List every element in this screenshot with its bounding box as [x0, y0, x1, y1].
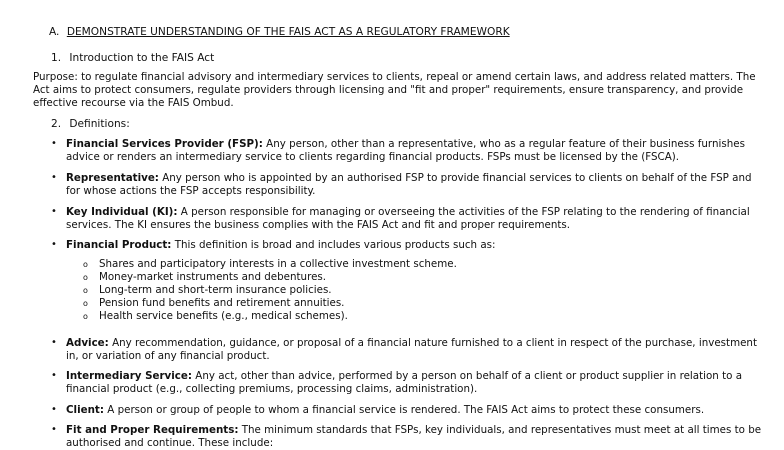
bullet-icon: •	[51, 370, 57, 381]
section-label: A.	[49, 26, 60, 38]
intro-heading	[51, 52, 214, 65]
definition-text: services. The KI ensures the business complies with the FAIS Act and fit and proper requirements.	[66, 219, 571, 231]
bullet-icon: •	[51, 239, 57, 250]
purpose-paragraph	[33, 71, 761, 110]
definitions-title: Definitions:	[69, 118, 130, 130]
bullet-icon: •	[51, 404, 57, 415]
list-item-text: Money-market instruments and debentures.	[99, 271, 327, 283]
section-heading	[49, 26, 510, 39]
circle-bullet-icon: o	[83, 273, 88, 282]
circle-bullet-icon: o	[83, 312, 88, 321]
bullet-icon: •	[51, 337, 57, 348]
definition-text: in, or variation of any financial product.	[66, 350, 270, 362]
definitions-number: 2.	[51, 118, 62, 130]
definition-text: This definition is broad and includes various products such as:	[171, 239, 496, 251]
purpose-line: Purpose: to regulate financial advisory and intermediary services to clients, repeal or amend certain laws, and address related matters. The	[33, 71, 756, 83]
definition-term: Fit and Proper Requirements:	[66, 424, 239, 436]
circle-bullet-icon: o	[83, 260, 88, 269]
definition-text: Any act, other than advice, performed by a person on behalf of a client or product supplier in relation to a	[192, 370, 743, 382]
definition-text: Any person who is appointed by an authorised FSP to provide financial services to clients on behalf of the FSP and	[158, 172, 752, 184]
definition-text: A person or group of people to whom a financial service is rendered. The FAIS Act aims to protect these consumers.	[103, 404, 705, 416]
list-item	[83, 258, 457, 271]
list-item-text: Long-term and short-term insurance policies.	[99, 284, 332, 296]
list-item	[83, 310, 348, 323]
definition-text: authorised and continue. These include:	[66, 437, 274, 449]
section-title: DEMONSTRATE UNDERSTANDING OF THE FAIS ACT AS A REGULATORY FRAMEWORK	[66, 26, 510, 38]
definitions-heading	[51, 118, 130, 131]
list-item	[83, 271, 326, 284]
bullet-icon: •	[51, 424, 57, 435]
purpose-line: Act aims to protect consumers, regulate providers through licensing and "fit and proper" requirements, ensure transparency, and provide	[33, 84, 744, 96]
bullet-icon: •	[51, 206, 57, 217]
list-item-text: Shares and participatory interests in a collective investment scheme.	[99, 258, 457, 270]
definition-text: The minimum standards that FSPs, key individuals, and representatives must meet at all times to be	[238, 424, 762, 436]
definition-term: Client:	[66, 404, 104, 416]
bullet-icon: •	[51, 172, 57, 183]
definition-term: Intermediary Service:	[66, 370, 193, 382]
purpose-line: effective recourse via the FAIS Ombud.	[33, 97, 234, 109]
bullet-icon: •	[51, 138, 57, 149]
definition-term: Representative:	[66, 172, 159, 184]
definition-term: Key Individual (KI):	[66, 206, 178, 218]
definition-text: Any person, other than a representative, who as a regular feature of their business furnishes	[262, 138, 745, 150]
definition-text: A person responsible for managing or overseeing the activities of the FSP relating to the rendering of financial	[177, 206, 750, 218]
definition-term: Financial Services Provider (FSP):	[66, 138, 263, 150]
list-item-text: Pension fund benefits and retirement annuities.	[99, 297, 345, 309]
definition-term: Financial Product:	[66, 239, 172, 251]
list-item	[83, 297, 344, 310]
definition-text: Any recommendation, guidance, or proposal of a financial nature furnished to a client in respect of the purchase, investment	[108, 337, 757, 349]
intro-title: Introduction to the FAIS Act	[69, 52, 215, 64]
intro-number: 1.	[51, 52, 62, 64]
circle-bullet-icon: o	[83, 286, 88, 295]
list-item-text: Health service benefits (e.g., medical schemes).	[99, 310, 348, 322]
definition-text: for whose actions the FSP accepts responsibility.	[66, 185, 316, 197]
definition-text: advice or renders an intermediary service to clients regarding financial products. FSPs must be licensed by the (FSCA).	[66, 151, 680, 163]
list-item	[83, 284, 332, 297]
definition-text: financial product (e.g., collecting premiums, processing claims, administration).	[66, 383, 478, 395]
circle-bullet-icon: o	[83, 299, 88, 308]
definition-term: Advice:	[66, 337, 109, 349]
